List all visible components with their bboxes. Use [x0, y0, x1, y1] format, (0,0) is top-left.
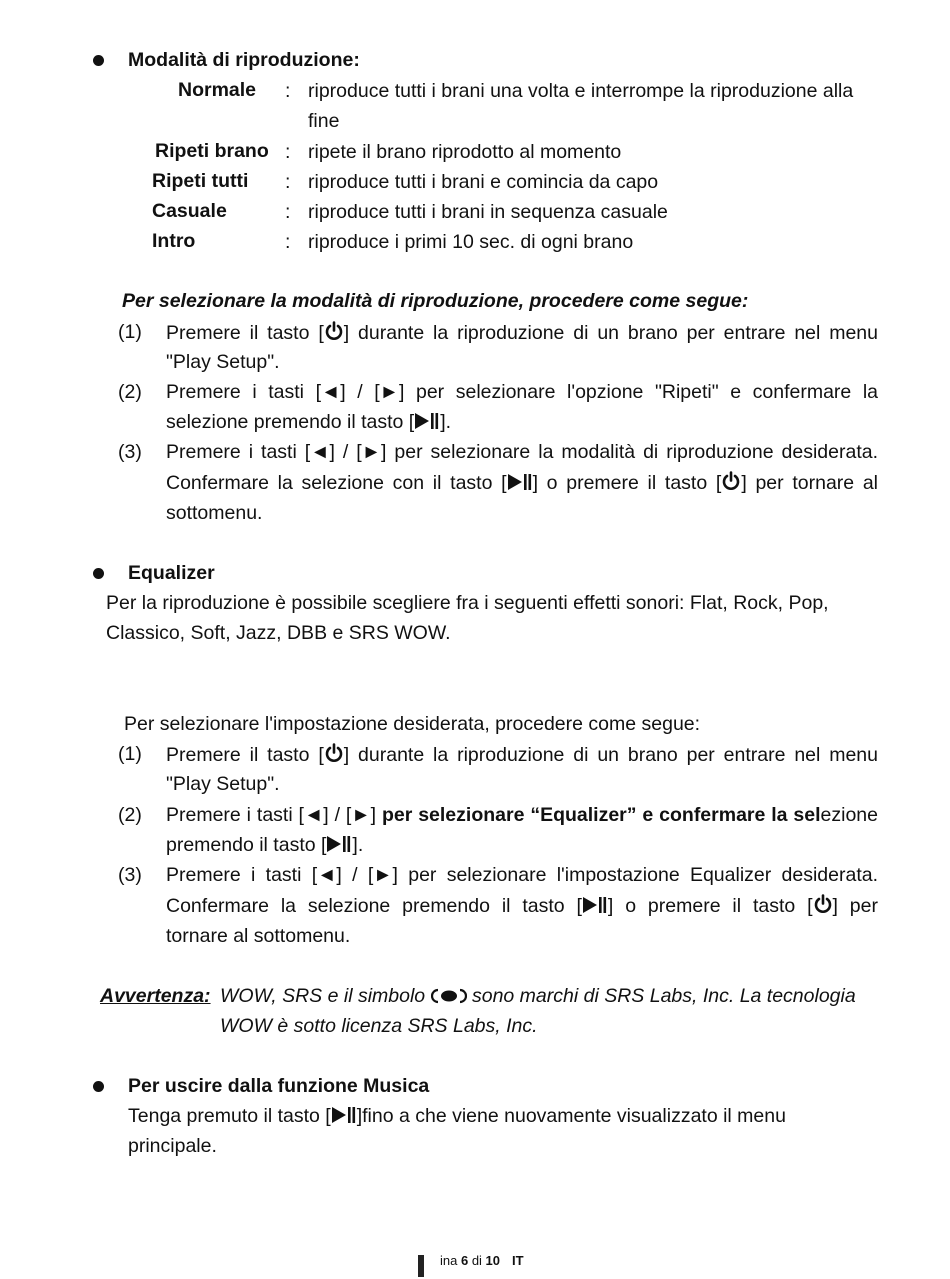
- exit-heading: Per uscire dalla funzione Musica: [128, 1075, 430, 1097]
- warning-text-part: WOW, SRS e il simbolo: [220, 985, 426, 1007]
- mode-description: riproduce tutti i brani una volta e interrompe la riproduzione alla: [308, 80, 854, 102]
- warning-label: Avvertenza:: [100, 985, 211, 1007]
- step-line: [166, 834, 363, 859]
- step-text: ].: [352, 834, 364, 856]
- step-text: ] durante la riproduzione di un brano per entrare nel menu: [343, 744, 878, 766]
- step-text: ] durante la riproduzione di un brano per entrare nel menu: [343, 322, 878, 344]
- step-line: tornare al sottomenu.: [166, 925, 351, 947]
- step-line: [166, 804, 878, 827]
- play-pause-icon: [582, 896, 608, 920]
- step-line: [166, 411, 451, 436]
- step-text: per selezionare “Equalizer” e confermare la sel: [381, 804, 821, 826]
- play-pause-icon: [507, 473, 533, 497]
- mode-description: riproduce tutti i brani e comincia da capo: [308, 171, 659, 193]
- step-text: ] per: [832, 895, 878, 917]
- bullet-icon: [93, 1081, 104, 1092]
- mode-description-continued: fine: [308, 110, 340, 132]
- exit-text-part: Tenga premuto il tasto [: [128, 1105, 331, 1127]
- step-text: Premere il tasto [: [166, 744, 324, 766]
- mode-colon: :: [285, 171, 291, 193]
- srs-logo-icon: [431, 987, 467, 1010]
- page-total: 10: [485, 1253, 501, 1268]
- page-footer: [440, 1253, 524, 1268]
- step-line: [166, 894, 878, 920]
- mode-colon: :: [285, 80, 291, 102]
- step-text: ezione: [820, 804, 878, 826]
- step-text: Premere i tasti [◄] / [►]: [166, 804, 382, 826]
- bullet-icon: [93, 55, 104, 66]
- exit-text-part: ]fino a che viene nuovamente visualizzato il menu: [356, 1105, 786, 1127]
- page-number: 6: [460, 1253, 469, 1268]
- step-text: selezione premendo il tasto [: [166, 411, 415, 433]
- step-line: [166, 471, 878, 497]
- mode-label: Casuale: [152, 200, 227, 222]
- playmode-instructions-heading: Per selezionare la modalità di riproduzione, procedere come segue:: [122, 290, 749, 312]
- power-icon: [813, 894, 833, 920]
- footer-of: di: [468, 1253, 486, 1268]
- step-text: Confermare la selezione premendo il tasto [: [166, 895, 582, 917]
- playmode-heading: Modalità di riproduzione:: [128, 49, 360, 71]
- mode-description: riproduce tutti i brani in sequenza casuale: [308, 201, 668, 223]
- play-pause-icon: [414, 412, 440, 436]
- step-line: Premere i tasti [◄] / [►] per selezionare l'opzione "Ripeti" e confermare la: [166, 381, 878, 403]
- step-number: (3): [118, 441, 142, 463]
- footer-bar: [418, 1255, 424, 1277]
- power-icon: [324, 743, 344, 769]
- mode-colon: :: [285, 231, 291, 253]
- mode-colon: :: [285, 141, 291, 163]
- play-pause-icon: [326, 835, 352, 859]
- equalizer-instructions-heading: Per selezionare l'impostazione desiderata, procedere come segue:: [124, 713, 701, 735]
- language-code: IT: [512, 1253, 524, 1268]
- step-text: premendo il tasto [: [166, 834, 327, 856]
- warning-text: WOW è sotto licenza SRS Labs, Inc.: [220, 1015, 538, 1037]
- bullet-icon: [93, 568, 104, 579]
- footer-prefix: ina: [440, 1253, 461, 1268]
- step-number: (2): [118, 804, 142, 826]
- step-line: Premere i tasti [◄] / [►] per selezionare l'impostazione Equalizer desiderata.: [166, 864, 878, 886]
- mode-description: ripete il brano riprodotto al momento: [308, 141, 622, 163]
- exit-text: principale.: [128, 1135, 217, 1157]
- power-icon: [324, 321, 344, 347]
- mode-label: Intro: [152, 230, 196, 252]
- power-icon: [721, 471, 741, 497]
- step-text: ].: [440, 411, 452, 433]
- step-line: "Play Setup".: [166, 351, 280, 373]
- warning-text-part: sono marchi di SRS Labs, Inc. La tecnologia: [471, 985, 856, 1007]
- mode-label: Ripeti tutti: [152, 170, 249, 192]
- mode-label: Normale: [178, 79, 257, 101]
- play-pause-icon: [331, 1106, 357, 1130]
- equalizer-heading: Equalizer: [128, 562, 215, 584]
- step-line: [166, 743, 878, 769]
- equalizer-text: Per la riproduzione è possibile scegliere fra i seguenti effetti sonori: Flat, Rock, Pop,: [106, 592, 829, 614]
- step-line: Premere i tasti [◄] / [►] per selezionare la modalità di riproduzione desiderata.: [166, 441, 878, 463]
- step-number: (1): [118, 743, 142, 765]
- step-line: sottomenu.: [166, 502, 263, 524]
- step-number: (3): [118, 864, 142, 886]
- exit-text: [128, 1105, 786, 1130]
- step-text: ] per tornare al: [741, 472, 879, 494]
- step-text: ] o premere il tasto [: [607, 895, 813, 917]
- equalizer-text: Classico, Soft, Jazz, DBB e SRS WOW.: [106, 622, 451, 644]
- step-number: (2): [118, 381, 142, 403]
- step-number: (1): [118, 321, 142, 343]
- step-text: Premere il tasto [: [166, 322, 324, 344]
- mode-colon: :: [285, 201, 291, 223]
- warning-text: [220, 985, 856, 1010]
- step-line: "Play Setup".: [166, 773, 280, 795]
- step-text: Confermare la selezione con il tasto [: [166, 472, 507, 494]
- step-text: ] o premere il tasto [: [532, 472, 722, 494]
- mode-description: riproduce i primi 10 sec. di ogni brano: [308, 231, 634, 253]
- mode-label: Ripeti brano: [155, 140, 269, 162]
- step-line: [166, 321, 878, 347]
